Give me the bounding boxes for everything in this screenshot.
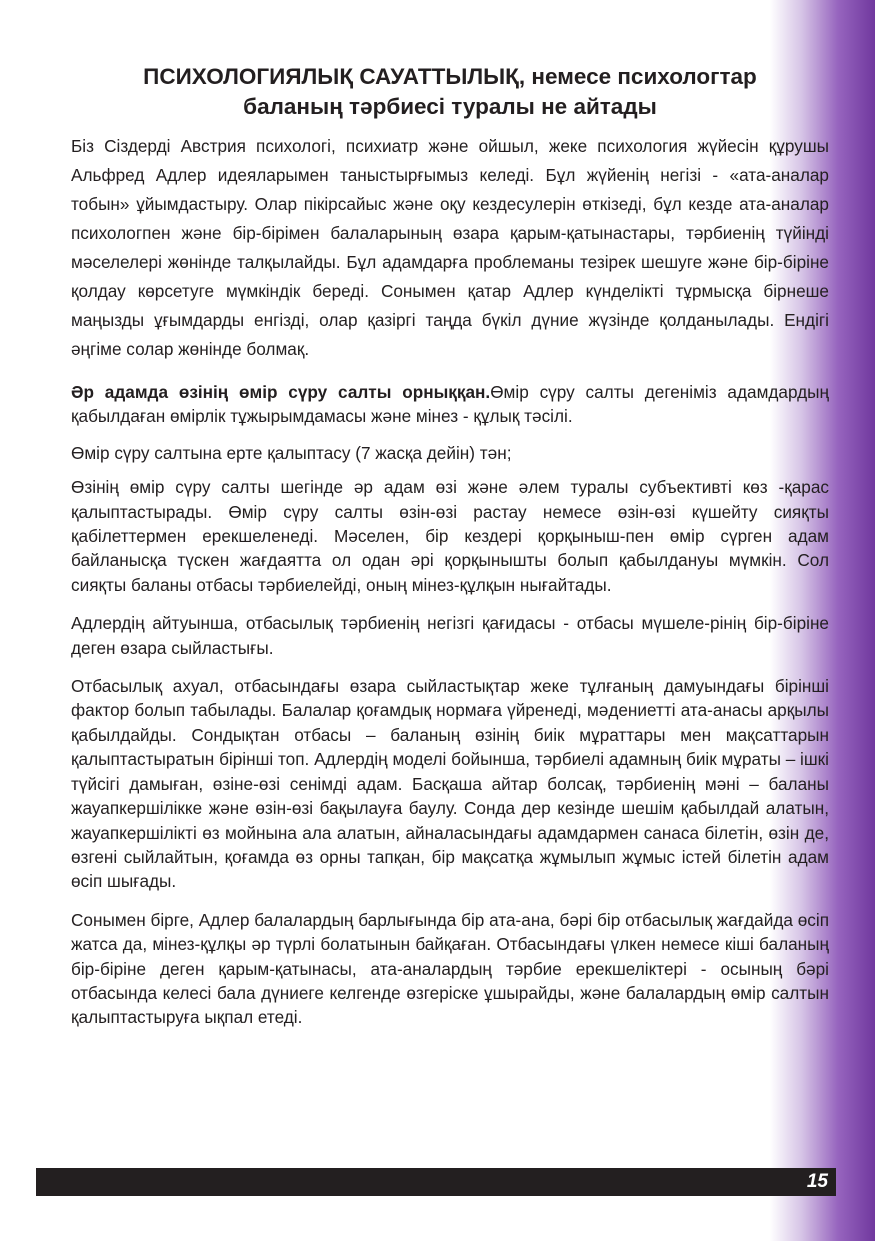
paragraph-children-differ: Сонымен бірге, Адлер балалардың барлығында бір ата-ана, бәрі бір отбасылық жағдайда өсіп жатса да, мінез-құлқы әр түрлі болатынын байқаған. Отбасындағы үлкен немесе кіші баланың бір-біріне деген қарым-қатынасы, ата-аналардың тәрбие ерекшеліктері - осының бәрі отбасында келесі бала дүниеге келгенде өзгеріске ұшырайды, және балалардың өмір салтын қалыптастыруға ықпал етеді. xyxy=(71,909,829,1028)
page-content xyxy=(71,62,829,1030)
lifestyle-bold-lead: Әр адамда өзінің өмір сүру салты орныққан. xyxy=(71,382,491,402)
paragraph-early-formation: Өмір сүру салтына ерте қалыптасу (7 жасқа дейін) тән; xyxy=(71,442,512,463)
title-line-2: баланың тәрбиесі туралы не айтады xyxy=(243,94,657,119)
paragraph-lifestyle xyxy=(71,380,829,429)
title-line-1: ПСИХОЛОГИЯЛЫҚ САУАТТЫЛЫҚ, немесе психологтар xyxy=(143,64,757,89)
paragraph-family-principle: Адлердің айтуынша, отбасылық тәрбиенің негізгі қағидасы - отбасы мүшеле-рінің бір-біріне деген өзара сыйластығы. xyxy=(71,613,829,658)
page-number: 15 xyxy=(806,1171,828,1192)
page-title xyxy=(71,62,829,122)
paragraph-subjective-view: Өзінің өмір сүру салты шегінде әр адам өзі және әлем туралы субъективті көз -қарас қалыптастырады. Өмір сүру салты өзін-өзі растау немесе өзін-өзі күшейту сияқты қабілеттермен ерекшеленеді. Мәселен, бір кездері қорқыныш-пен өмір сүрген адам байланысқа түскен жағдаятта ол одан әрі қорқынышты болып қабылдануы мүмкін. Сол сияқты баланы отбасы тәрбиелейді, оның мінез-құлқын нығайтады. xyxy=(71,477,829,595)
paragraph-family-climate: Отбасылық ахуал, отбасындағы өзара сыйластықтар жеке тұлғаның дамуындағы бірінші фактор болып табылады. Балалар қоғамдық нормаға үйренеді, мәдениетті ата-анасы арқылы қабылдайды. Сондықтан отбасы – баланың өзінің биік мұраттары мен мақсаттарын қалыптастыратын бірінші топ. Адлердің моделі бойынша, тәрбиелі адамның биік мұраты – ішкі түйсігі дамыған, өзіне-өзі сенімді адам. Басқаша айтар болсақ, тәрбиенің мәні – баланы жауапкершілікке және өзін-өзі бақылауға баулу. Сонда дер кезінде шешім қабылдай алатын, жауапкершілікті өз мойнына ала алатын, айналасындағы адамдармен санаса білетін, өзін де, өзгені сыйлайтын, қоғамда өз орны тапқан, бір мақсатқа жұмылып жұмыс істей білетін адам өсіп шығады. xyxy=(71,676,829,892)
lifestyle-definition: Өмір сүру салты дегеніміз адамдардың қабылдаған өмірлік тұжырымдамасы және мінез - құлық тәсілі. xyxy=(71,382,830,427)
footer-bar xyxy=(36,1168,836,1196)
paragraph-intro: Біз Сіздерді Австрия психологі, психиатр және ойшыл, жеке психология жүйесін құрушы Альфред Адлер идеяларымен таныстырғымыз келеді. Бұл жүйенің негізі - «ата-аналар тобын» ұйымдастыру. Олар пікірсайыс және оқу кездесулерін өткізеді, бұл кезде ата-аналар психологпен және бір-бірімен балаларының өзара қарым-қатынастары, тәрбиенің түйінді мәселелері жөнінде талқылайды. Бұл адамдарға проблеманы тезірек шешуге және бір-біріне қолдау көрсетуге мүмкіндік береді. Сонымен қатар Адлер күнделікті тұрмысқа бірнеше маңызды ұғымдарды енгізді, олар қазіргі таңда бүкіл дүние жүзінде қолданылады. Ендігі әңгіме солар жөнінде болмақ. xyxy=(71,136,829,359)
